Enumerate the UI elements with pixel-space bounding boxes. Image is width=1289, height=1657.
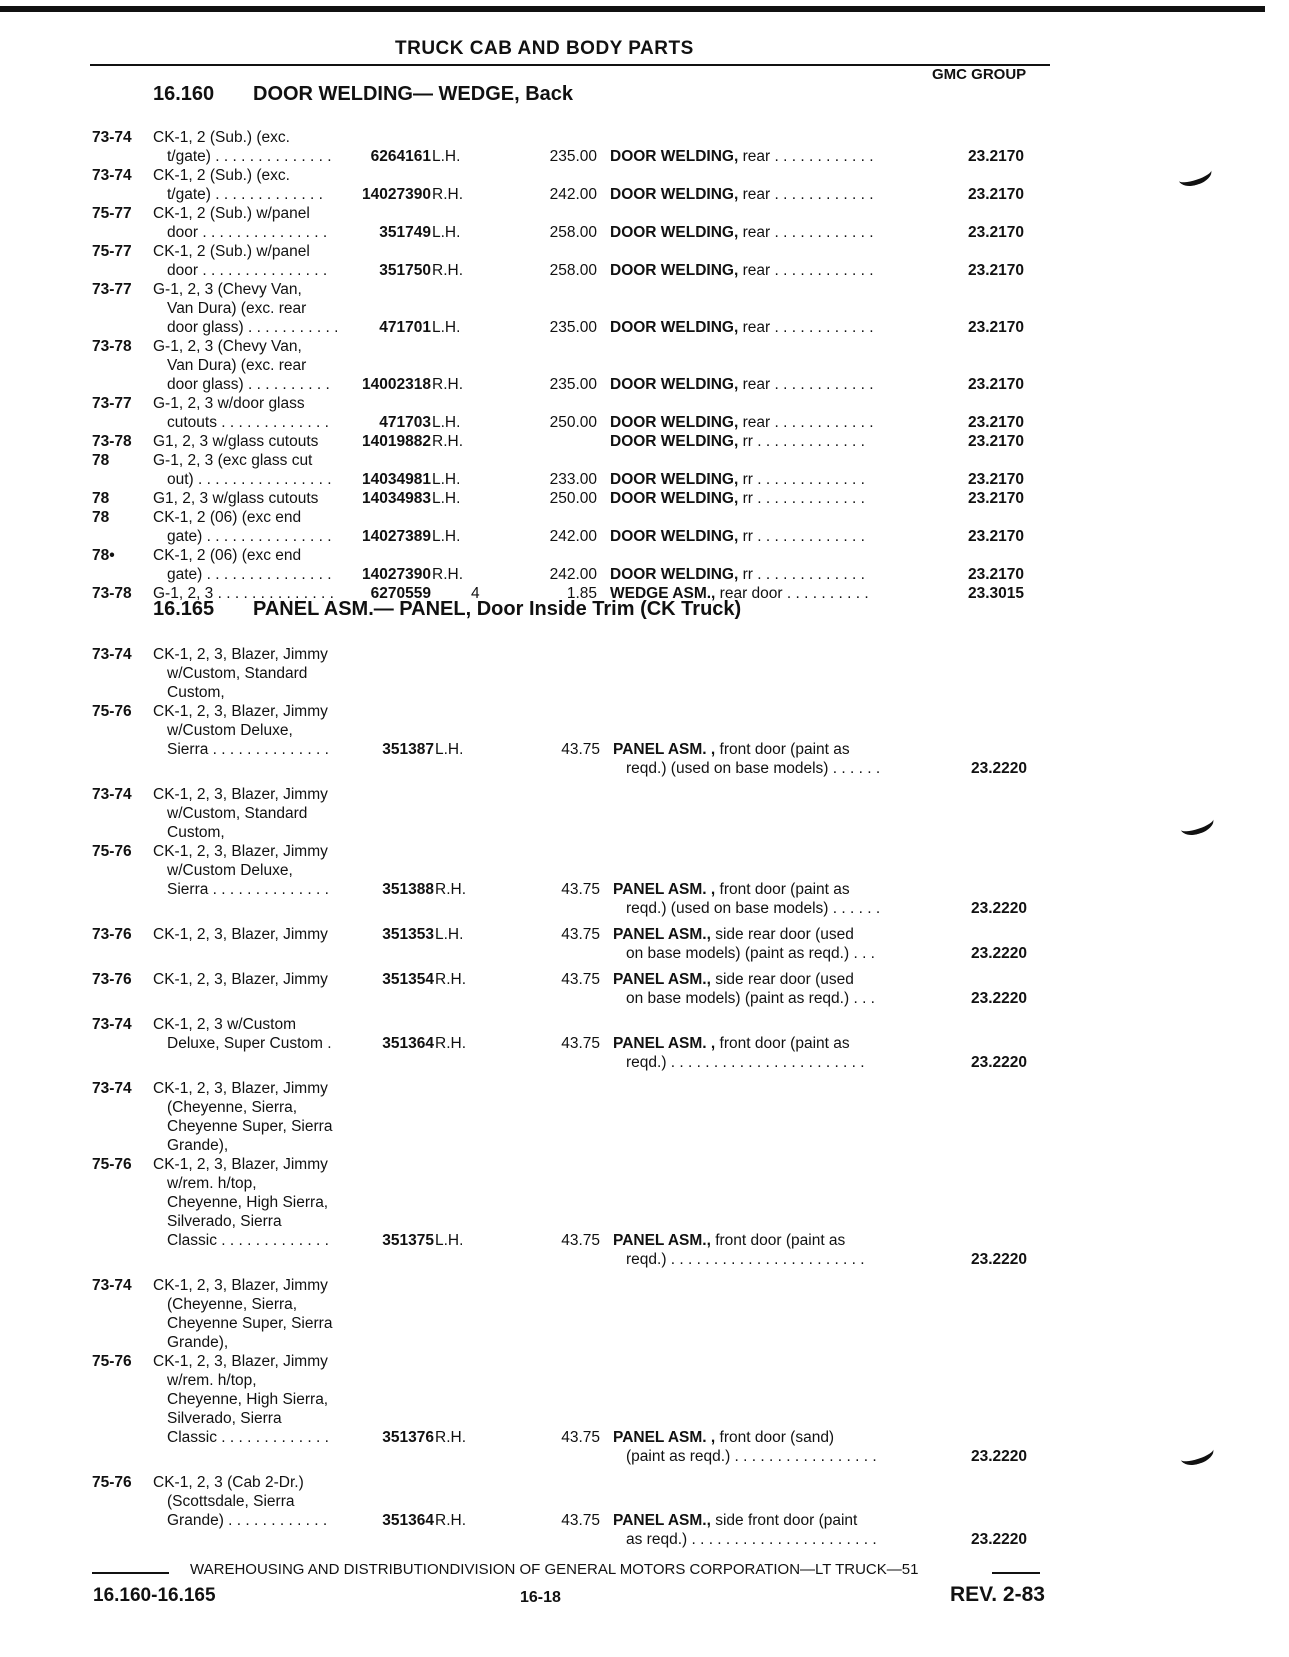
- side-indicator: R.H.: [435, 971, 466, 988]
- group-number: 23.2220: [971, 1251, 1028, 1268]
- description: [626, 1250, 865, 1269]
- description-name: DOOR WELDING,: [610, 148, 739, 165]
- application: w/Custom, Standard: [167, 805, 308, 822]
- application: CK-1, 2, 3 (Cab 2-Dr.): [153, 1474, 304, 1491]
- application: Classic . . . . . . . . . . . . .: [167, 1429, 329, 1446]
- application: Cheyenne Super, Sierra: [167, 1118, 333, 1135]
- model-year: 73-76: [92, 971, 132, 988]
- description: [610, 413, 874, 432]
- model-year: 78•: [92, 547, 115, 564]
- application: CK-1, 2, 3, Blazer, Jimmy: [153, 1277, 328, 1294]
- description-text: front door (paint as: [715, 741, 850, 758]
- description-text: side front door (paint: [710, 1512, 858, 1529]
- part-number: 471701: [379, 319, 431, 336]
- side-indicator: L.H.: [435, 741, 464, 758]
- description-text: as reqd.) . . . . . . . . . . . . . . . . . . . . . .: [626, 1531, 877, 1548]
- model-year: 73-78: [92, 585, 132, 602]
- model-year: 78: [92, 509, 110, 526]
- description-name: DOOR WELDING,: [610, 319, 739, 336]
- section-title: [153, 598, 741, 621]
- price: 43.75: [561, 1512, 600, 1529]
- model-year: 73-77: [92, 281, 132, 298]
- application: Silverado, Sierra: [167, 1213, 282, 1230]
- group-number: 23.2170: [968, 376, 1025, 393]
- side-indicator: R.H.: [432, 262, 463, 279]
- side-indicator: R.H.: [432, 376, 463, 393]
- description-name: DOOR WELDING,: [610, 414, 739, 431]
- description-text: rear . . . . . . . . . . . .: [738, 376, 874, 393]
- application: (Cheyenne, Sierra,: [167, 1296, 298, 1313]
- group-number: 23.2170: [968, 186, 1025, 203]
- description: [610, 223, 874, 242]
- side-indicator: L.H.: [432, 224, 461, 241]
- side-indicator: R.H.: [435, 1035, 466, 1052]
- group-number: 23.2170: [968, 471, 1025, 488]
- model-year: 73-74: [92, 1016, 132, 1033]
- description-name: DOOR WELDING,: [610, 224, 739, 241]
- group-number: 23.2220: [971, 990, 1028, 1007]
- model-year: 73-76: [92, 926, 132, 943]
- application: Custom,: [167, 824, 225, 841]
- description-name: PANEL ASM.,: [613, 926, 711, 943]
- group-number: 23.2220: [971, 1531, 1028, 1548]
- description: [610, 489, 865, 508]
- application: G-1, 2, 3 (Chevy Van,: [153, 281, 302, 298]
- model-year: 78: [92, 452, 110, 469]
- model-year: 73-74: [92, 786, 132, 803]
- application: Sierra . . . . . . . . . . . . . .: [167, 741, 329, 758]
- description-name: DOOR WELDING,: [610, 471, 739, 488]
- group-number: 23.2170: [968, 490, 1025, 507]
- description: [610, 185, 874, 204]
- model-year: 73-74: [92, 1080, 132, 1097]
- application: w/Custom Deluxe,: [167, 722, 293, 739]
- part-number: 14027389: [362, 528, 431, 545]
- page-number: 16-18: [520, 1589, 561, 1606]
- price: 1.85: [566, 585, 597, 602]
- part-number: 14002318: [362, 376, 431, 393]
- description-text: rear door . . . . . . . . . .: [715, 585, 869, 602]
- price: 43.75: [561, 741, 600, 758]
- description-name: PANEL ASM. ,: [613, 1429, 716, 1446]
- description: [613, 880, 850, 899]
- header-rule: [90, 64, 1050, 66]
- footer-text: WAREHOUSING AND DISTRIBUTIONDIVISION OF GENERAL MOTORS CORPORATION—LT TRUCK—51: [190, 1561, 919, 1578]
- side-indicator: L.H.: [432, 490, 461, 507]
- description-name: DOOR WELDING,: [610, 262, 739, 279]
- model-year: 75-76: [92, 843, 132, 860]
- description-text: rr . . . . . . . . . . . . .: [738, 490, 865, 507]
- description: [626, 759, 880, 778]
- top-border: [0, 6, 1265, 12]
- price: 43.75: [561, 926, 600, 943]
- side-indicator: R.H.: [435, 1429, 466, 1446]
- section-heading: PANEL ASM.— PANEL, Door Inside Trim (CK Truck): [253, 598, 742, 620]
- description-name: DOOR WELDING,: [610, 566, 739, 583]
- price: 43.75: [561, 1232, 600, 1249]
- description: [610, 565, 865, 584]
- part-number: 351376: [382, 1429, 434, 1446]
- description: [610, 470, 865, 489]
- price: 242.00: [549, 566, 597, 583]
- application: CK-1, 2, 3, Blazer, Jimmy: [153, 1080, 328, 1097]
- description-name: DOOR WELDING,: [610, 376, 739, 393]
- description-name: PANEL ASM.,: [613, 1512, 711, 1529]
- application: G-1, 2, 3 (exc glass cut: [153, 452, 313, 469]
- description: [610, 527, 865, 546]
- description-text: rear . . . . . . . . . . . .: [738, 262, 874, 279]
- description-name: PANEL ASM.,: [613, 1232, 711, 1249]
- model-year: 73-74: [92, 1277, 132, 1294]
- description: [613, 970, 854, 989]
- application: (Scottsdale, Sierra: [167, 1493, 295, 1510]
- description-text: on base models) (paint as reqd.) . . .: [626, 990, 875, 1007]
- description-text: front door (paint as: [715, 881, 850, 898]
- group-number: 23.2220: [971, 945, 1028, 962]
- part-number: 14019882: [362, 433, 431, 450]
- quantity: 4: [471, 585, 480, 602]
- price: 235.00: [549, 376, 597, 393]
- application: Grande) . . . . . . . . . . . .: [167, 1512, 328, 1529]
- application: Cheyenne, High Sierra,: [167, 1194, 329, 1211]
- model-year: 73-74: [92, 646, 132, 663]
- description-text: rear . . . . . . . . . . . .: [738, 224, 874, 241]
- group-number: 23.2170: [968, 148, 1025, 165]
- description-name: PANEL ASM. ,: [613, 741, 716, 758]
- group-number: 23.2170: [968, 224, 1025, 241]
- application: G-1, 2, 3 . . . . . . . . . . . . . .: [153, 585, 334, 602]
- group-number: 23.2170: [968, 566, 1025, 583]
- description: [626, 989, 875, 1008]
- part-number: 351364: [382, 1512, 434, 1529]
- description-name: PANEL ASM.,: [613, 971, 711, 988]
- description-text: front door (sand): [715, 1429, 835, 1446]
- description: [626, 944, 875, 963]
- application: Grande),: [167, 1137, 229, 1154]
- part-number: 14034983: [362, 490, 431, 507]
- price: 242.00: [549, 186, 597, 203]
- description-text: side rear door (used: [710, 926, 854, 943]
- description-text: side rear door (used: [710, 971, 854, 988]
- price: 43.75: [561, 1429, 600, 1446]
- application: gate) . . . . . . . . . . . . . . .: [167, 566, 332, 583]
- model-year: 73-78: [92, 433, 132, 450]
- side-indicator: L.H.: [432, 528, 461, 545]
- application: out) . . . . . . . . . . . . . . . .: [167, 471, 332, 488]
- application: CK-1, 2, 3, Blazer, Jimmy: [153, 843, 328, 860]
- model-year: 73-74: [92, 167, 132, 184]
- group-number: 23.2170: [968, 319, 1025, 336]
- side-indicator: R.H.: [432, 566, 463, 583]
- application: CK-1, 2, 3, Blazer, Jimmy: [153, 926, 328, 943]
- part-number: 14027390: [362, 566, 431, 583]
- description-name: DOOR WELDING,: [610, 186, 739, 203]
- application: CK-1, 2 (06) (exc end: [153, 509, 302, 526]
- group-number: 23.2220: [971, 1448, 1028, 1465]
- description-name: DOOR WELDING,: [610, 433, 739, 450]
- application: Classic . . . . . . . . . . . . .: [167, 1232, 329, 1249]
- group-number: 23.2220: [971, 1054, 1028, 1071]
- side-indicator: R.H.: [432, 433, 463, 450]
- group-number: 23.2170: [968, 528, 1025, 545]
- description-text: on base models) (paint as reqd.) . . .: [626, 945, 875, 962]
- description-text: front door (paint as: [710, 1232, 846, 1249]
- part-number: 351364: [382, 1035, 434, 1052]
- description: [610, 261, 874, 280]
- part-number: 351388: [382, 881, 434, 898]
- group-number: 23.2170: [968, 414, 1025, 431]
- page-title: TRUCK CAB AND BODY PARTS: [395, 38, 694, 59]
- model-year: 78: [92, 490, 110, 507]
- price: 258.00: [549, 262, 597, 279]
- description-text: rear . . . . . . . . . . . .: [738, 148, 874, 165]
- description: [610, 432, 865, 451]
- side-indicator: L.H.: [435, 926, 464, 943]
- description-text: reqd.) (used on base models) . . . . . .: [626, 760, 881, 777]
- application: cutouts . . . . . . . . . . . . .: [167, 414, 329, 431]
- application: Van Dura) (exc. rear: [167, 357, 307, 374]
- side-indicator: R.H.: [435, 1512, 466, 1529]
- price: 258.00: [549, 224, 597, 241]
- model-year: 73-77: [92, 395, 132, 412]
- application: Van Dura) (exc. rear: [167, 300, 307, 317]
- description-name: PANEL ASM. ,: [613, 881, 716, 898]
- revision-label: REV. 2-83: [950, 1583, 1045, 1606]
- application: CK-1, 2, 3, Blazer, Jimmy: [153, 703, 328, 720]
- model-year: 75-77: [92, 205, 132, 222]
- side-indicator: L.H.: [432, 414, 461, 431]
- description-name: DOOR WELDING,: [610, 528, 739, 545]
- model-year: 75-76: [92, 1156, 132, 1173]
- group-label: GMC GROUP: [932, 66, 1027, 83]
- part-number: 6264161: [370, 148, 431, 165]
- price: 235.00: [549, 319, 597, 336]
- group-number: 23.2170: [968, 433, 1025, 450]
- section-heading: DOOR WELDING— WEDGE, Back: [253, 83, 574, 105]
- model-year: 75-76: [92, 1474, 132, 1491]
- application: w/rem. h/top,: [167, 1372, 257, 1389]
- application: Deluxe, Super Custom .: [167, 1035, 332, 1052]
- side-indicator: L.H.: [432, 148, 461, 165]
- application: Silverado, Sierra: [167, 1410, 282, 1427]
- description-text: rear . . . . . . . . . . . .: [738, 414, 874, 431]
- description-name: PANEL ASM. ,: [613, 1035, 716, 1052]
- application: door . . . . . . . . . . . . . . .: [167, 224, 328, 241]
- group-number: 23.2220: [971, 760, 1028, 777]
- application: G-1, 2, 3 w/door glass: [153, 395, 305, 412]
- application: G-1, 2, 3 (Chevy Van,: [153, 338, 302, 355]
- application: t/gate) . . . . . . . . . . . . .: [167, 186, 323, 203]
- description-text: reqd.) . . . . . . . . . . . . . . . . . . . . . . .: [626, 1251, 865, 1268]
- application: Grande),: [167, 1334, 229, 1351]
- description: [626, 899, 880, 918]
- group-number: 23.2170: [968, 262, 1025, 279]
- part-number: 351387: [382, 741, 434, 758]
- side-indicator: L.H.: [435, 1232, 464, 1249]
- application: CK-1, 2, 3, Blazer, Jimmy: [153, 1156, 328, 1173]
- application: CK-1, 2, 3, Blazer, Jimmy: [153, 971, 328, 988]
- model-year: 73-74: [92, 129, 132, 146]
- application: CK-1, 2 (06) (exc end: [153, 547, 302, 564]
- part-number: 351353: [382, 926, 434, 943]
- check-mark-mark: [1178, 810, 1216, 839]
- description-text: rr . . . . . . . . . . . . .: [738, 433, 865, 450]
- price: 43.75: [561, 1035, 600, 1052]
- description-text: rr . . . . . . . . . . . . .: [738, 528, 865, 545]
- description-text: rr . . . . . . . . . . . . .: [738, 566, 865, 583]
- application: CK-1, 2, 3, Blazer, Jimmy: [153, 1353, 328, 1370]
- application: G1, 2, 3 w/glass cutouts: [153, 490, 319, 507]
- price: 250.00: [549, 490, 597, 507]
- footer-rule-right: [992, 1572, 1040, 1574]
- description: [613, 740, 850, 759]
- description: [626, 1447, 877, 1466]
- part-number: 6270559: [370, 585, 431, 602]
- description-text: reqd.) . . . . . . . . . . . . . . . . . . . . . . .: [626, 1054, 865, 1071]
- application: CK-1, 2 (Sub.) w/panel: [153, 243, 310, 260]
- application: Sierra . . . . . . . . . . . . . .: [167, 881, 329, 898]
- description-text: front door (paint as: [715, 1035, 850, 1052]
- description: [610, 318, 874, 337]
- application: CK-1, 2 (Sub.) (exc.: [153, 129, 290, 146]
- model-year: 73-78: [92, 338, 132, 355]
- application: G1, 2, 3 w/glass cutouts: [153, 433, 319, 450]
- description-text: (paint as reqd.) . . . . . . . . . . . . . . . . .: [626, 1448, 877, 1465]
- part-number: 351750: [379, 262, 431, 279]
- description-text: rear . . . . . . . . . . . .: [738, 186, 874, 203]
- application: (Cheyenne, Sierra,: [167, 1099, 298, 1116]
- side-indicator: L.H.: [432, 319, 461, 336]
- section-number: 16.165: [153, 598, 215, 620]
- description: [613, 925, 854, 944]
- description: [626, 1530, 877, 1549]
- application: CK-1, 2, 3, Blazer, Jimmy: [153, 646, 328, 663]
- part-number: 471703: [379, 414, 431, 431]
- section-number: 16.160: [153, 83, 215, 105]
- description-text: rear . . . . . . . . . . . .: [738, 319, 874, 336]
- application: CK-1, 2 (Sub.) w/panel: [153, 205, 310, 222]
- application: gate) . . . . . . . . . . . . . . .: [167, 528, 332, 545]
- part-number: 351375: [382, 1232, 434, 1249]
- check-mark-mark: [1178, 1440, 1216, 1469]
- description: [613, 1428, 834, 1447]
- part-number: 14034981: [362, 471, 431, 488]
- description: [610, 375, 874, 394]
- application: w/rem. h/top,: [167, 1175, 257, 1192]
- application: CK-1, 2 (Sub.) (exc.: [153, 167, 290, 184]
- price: 233.00: [549, 471, 597, 488]
- application: w/Custom, Standard: [167, 665, 308, 682]
- application: Custom,: [167, 684, 225, 701]
- price: 235.00: [549, 148, 597, 165]
- footer-section-range: 16.160-16.165: [93, 1585, 216, 1606]
- price: 43.75: [561, 971, 600, 988]
- group-number: 23.3015: [968, 585, 1025, 602]
- description: [626, 1053, 865, 1072]
- application: door glass) . . . . . . . . . . .: [167, 319, 339, 336]
- application: CK-1, 2, 3 w/Custom: [153, 1016, 296, 1033]
- description-name: DOOR WELDING,: [610, 490, 739, 507]
- description: [613, 1511, 857, 1530]
- application: door . . . . . . . . . . . . . . .: [167, 262, 328, 279]
- group-number: 23.2220: [971, 900, 1028, 917]
- part-number: 351354: [382, 971, 434, 988]
- description: [610, 147, 874, 166]
- application: Cheyenne Super, Sierra: [167, 1315, 333, 1332]
- application: CK-1, 2, 3, Blazer, Jimmy: [153, 786, 328, 803]
- footer-rule-left: [92, 1572, 169, 1574]
- application: door glass) . . . . . . . . . .: [167, 376, 330, 393]
- side-indicator: R.H.: [435, 881, 466, 898]
- price: 43.75: [561, 881, 600, 898]
- part-number: 351749: [379, 224, 431, 241]
- application: t/gate) . . . . . . . . . . . . . .: [167, 148, 332, 165]
- model-year: 75-77: [92, 243, 132, 260]
- description-text: reqd.) (used on base models) . . . . . .: [626, 900, 881, 917]
- description-name: WEDGE ASM.,: [610, 585, 716, 602]
- section-title: [153, 83, 573, 106]
- model-year: 75-76: [92, 703, 132, 720]
- price: 250.00: [549, 414, 597, 431]
- model-year: 75-76: [92, 1353, 132, 1370]
- part-number: 14027390: [362, 186, 431, 203]
- application: w/Custom Deluxe,: [167, 862, 293, 879]
- application: Cheyenne, High Sierra,: [167, 1391, 329, 1408]
- check-mark-mark: [1176, 161, 1214, 190]
- side-indicator: L.H.: [432, 471, 461, 488]
- description-text: rr . . . . . . . . . . . . .: [738, 471, 865, 488]
- price: 242.00: [549, 528, 597, 545]
- description: [613, 1034, 850, 1053]
- description: [613, 1231, 845, 1250]
- side-indicator: R.H.: [432, 186, 463, 203]
